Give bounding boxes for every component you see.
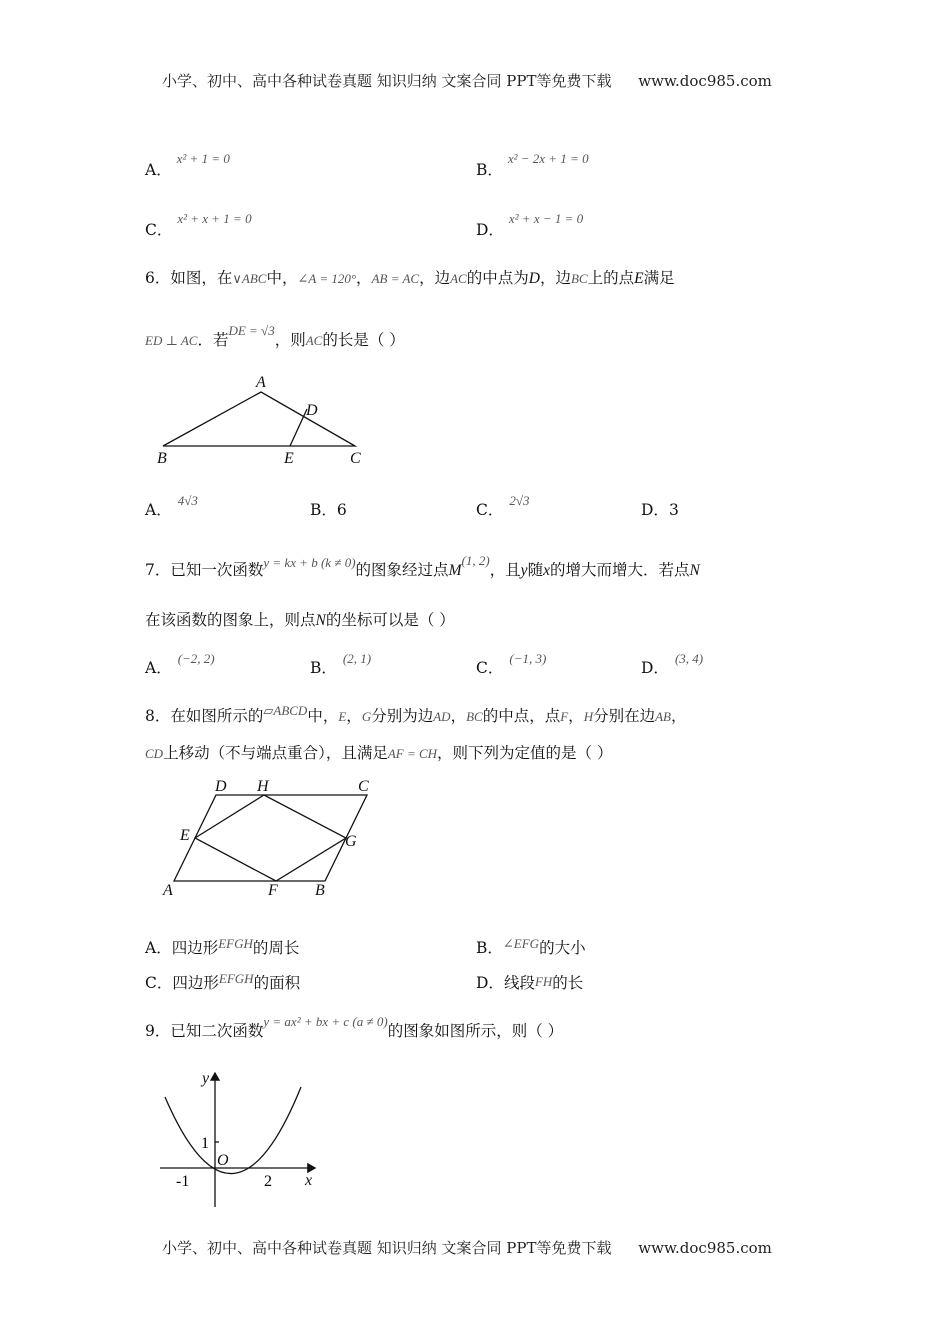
page-footer (162, 1237, 772, 1258)
triangle-abc (163, 392, 355, 446)
math: x (543, 562, 550, 579)
math: M (448, 562, 462, 579)
q6-stem-line2 (145, 323, 405, 350)
label-b: B (315, 882, 325, 899)
q9-number: 9．已知二次函数 (145, 1022, 264, 1040)
text: ．若 (197, 331, 229, 349)
text: ， (670, 707, 687, 725)
math: AC (450, 271, 467, 286)
math: ∨ABC (232, 271, 267, 286)
option-text: 四边形 (172, 974, 219, 992)
option-math: ∠EFG (502, 936, 540, 951)
label-h: H (257, 778, 269, 795)
q6-number: 6．如图，在 (145, 269, 233, 287)
q6-option-a[interactable] (145, 493, 198, 520)
math: D (528, 270, 540, 287)
label-b: B (157, 450, 167, 467)
q6-triangle-figure (150, 370, 380, 470)
q7-option-c[interactable] (476, 651, 547, 678)
text: ， (568, 707, 584, 725)
parabola-curve (165, 1087, 301, 1174)
option-letter: C． (476, 501, 504, 519)
option-math: EFGH (218, 971, 254, 986)
option-text: 的面积 (253, 974, 301, 992)
text: 的图象经过点 (355, 561, 449, 579)
option-letter: B． (476, 161, 503, 179)
text: 的长是（ ） (322, 331, 405, 349)
q5-option-d[interactable] (476, 211, 584, 240)
option-letter: D． (476, 974, 504, 992)
label-e: E (180, 827, 190, 844)
q7-number: 7．已知一次函数 (145, 561, 264, 579)
text: 上移动（不与端点重合），且满足 (163, 744, 388, 762)
text: 分别为边 (371, 707, 434, 725)
label-a: A (163, 882, 173, 899)
text: 分别在边 (593, 707, 656, 725)
math: y = kx + b (k ≠ 0) (263, 555, 356, 570)
option-value: (3, 4) (674, 651, 704, 666)
footer-text: 小学、初中、高中各种试卷真题 知识归纳 文案合同 PPT等免费下载 (162, 1239, 612, 1257)
option-letter: B． (310, 659, 337, 677)
q8-parallelogram-figure (160, 775, 380, 900)
label-a: A (256, 374, 266, 391)
segment-ed (290, 409, 307, 446)
text: 的中点，点 (482, 707, 561, 725)
header-url[interactable]: www.doc985.com (638, 72, 772, 90)
option-value: (−2, 2) (177, 651, 215, 666)
math: AC (305, 333, 323, 348)
option-letter: A． (145, 501, 172, 519)
math: ED ⊥ AC (145, 333, 198, 348)
option-expression: x² − 2x + 1 = 0 (507, 151, 589, 166)
text: 中， (266, 269, 298, 287)
q9-parabola-figure (155, 1065, 330, 1210)
footer-url[interactable]: www.doc985.com (638, 1239, 772, 1257)
label-one: 1 (201, 1135, 209, 1152)
label-x: x (305, 1172, 313, 1189)
q6-stem-line1 (145, 266, 675, 288)
option-value: 2√3 (509, 493, 530, 508)
math: AD (433, 709, 451, 724)
q8-option-a[interactable] (145, 936, 299, 958)
text: ，且 (489, 561, 521, 579)
q6-option-d[interactable] (641, 498, 679, 520)
math: y (520, 562, 528, 579)
option-letter: B． (476, 939, 503, 957)
text: ，边 (419, 269, 451, 287)
q7-option-d[interactable] (641, 651, 704, 678)
label-c: C (350, 450, 361, 467)
label-two: 2 (264, 1173, 272, 1190)
q8-option-d[interactable] (476, 971, 583, 993)
label-d: D (215, 778, 227, 795)
option-value: (2, 1) (342, 651, 372, 666)
text: 的增大而增大．若点 (549, 561, 690, 579)
option-letter: D． (476, 221, 504, 239)
option-value: 6 (336, 501, 347, 519)
q8-stem-line1 (145, 704, 687, 726)
option-letter: C． (476, 659, 504, 677)
label-neg1: -1 (176, 1173, 190, 1190)
q8-stem-line2 (145, 741, 612, 763)
q7-stem-line2 (145, 608, 455, 630)
option-letter: C． (145, 974, 173, 992)
q7-stem-line1 (145, 553, 700, 580)
text: ， (450, 707, 467, 725)
math: y = ax² + bx + c (a ≠ 0) (263, 1014, 388, 1029)
quadrilateral-efgh (195, 795, 346, 881)
option-expression: x² + x − 1 = 0 (508, 211, 584, 226)
text: ，则 (274, 331, 306, 349)
option-letter: D． (641, 659, 669, 677)
label-y: y (202, 1070, 210, 1087)
label-g: G (345, 833, 357, 850)
math: N (689, 562, 700, 579)
header-text: 小学、初中、高中各种试卷真题 知识归纳 文案合同 PPT等免费下载 (162, 72, 612, 90)
label-f: F (268, 882, 278, 899)
option-text: 的周长 (252, 939, 300, 957)
option-value: (−1, 3) (509, 651, 547, 666)
option-value: 4√3 (177, 493, 198, 508)
math: E (634, 270, 644, 287)
label-origin: O (217, 1152, 229, 1169)
q5-option-b[interactable] (476, 151, 589, 180)
option-expression: x² + 1 = 0 (176, 151, 230, 166)
q5-option-a[interactable] (145, 151, 230, 180)
math: BC (466, 709, 483, 724)
q5-option-c[interactable] (145, 211, 252, 240)
text: 满足 (643, 269, 675, 287)
math: DE = √3 (228, 323, 275, 338)
label-c: C (358, 778, 369, 795)
text: ， (346, 707, 362, 725)
text: ，则下列为定值的是（ ） (437, 744, 613, 762)
math: E (338, 709, 347, 724)
option-letter: A． (145, 659, 172, 677)
q8-option-c[interactable] (145, 971, 300, 993)
option-math: EFGH (218, 936, 253, 951)
math: ▱ABCD (263, 703, 308, 718)
math: BC (570, 271, 588, 286)
q7-option-a[interactable] (145, 651, 215, 678)
q6-option-b[interactable] (310, 498, 347, 520)
text: 中， (307, 707, 339, 725)
page-header (162, 70, 772, 91)
option-value: 3 (668, 501, 679, 519)
text: 的图象如图所示，则（ ） (387, 1022, 564, 1040)
q6-option-c[interactable] (476, 493, 530, 520)
option-letter: D． (641, 501, 669, 519)
option-math: FH (534, 974, 553, 989)
text: 随 (527, 561, 544, 579)
option-letter: C． (145, 221, 173, 239)
q8-option-b[interactable] (476, 936, 586, 958)
option-text: 线段 (503, 974, 535, 992)
text: 的坐标可以是（ ） (325, 611, 455, 629)
option-expression: x² + x + 1 = 0 (177, 211, 252, 226)
option-letter: A． (145, 161, 172, 179)
label-e: E (284, 450, 294, 467)
math: G (361, 709, 372, 724)
text: ，边 (539, 269, 571, 287)
text: ， (356, 269, 372, 287)
option-text: 的大小 (539, 939, 586, 957)
math: AB = AC (371, 271, 420, 286)
text: 的中点为 (466, 269, 529, 287)
math: AB (655, 709, 671, 724)
math: ∠A = 120° (297, 271, 357, 286)
math: F (560, 709, 569, 724)
math: (1, 2) (461, 553, 490, 568)
q7-option-b[interactable] (310, 651, 372, 678)
text: 上的点 (587, 269, 635, 287)
parallelogram-abcd (174, 795, 367, 881)
q8-number: 8．在如图所示的 (145, 707, 264, 725)
option-letter: A． (145, 939, 172, 957)
math: AF = CH (387, 746, 438, 761)
option-text: 的长 (552, 974, 584, 992)
option-letter: B． (310, 501, 337, 519)
math: N (315, 612, 326, 629)
q9-stem (145, 1014, 564, 1041)
math: H (583, 709, 594, 724)
math: CD (145, 746, 164, 761)
text: 在该函数的图象上，则点 (145, 611, 316, 629)
option-text: 四边形 (171, 939, 219, 957)
label-d: D (306, 402, 318, 419)
